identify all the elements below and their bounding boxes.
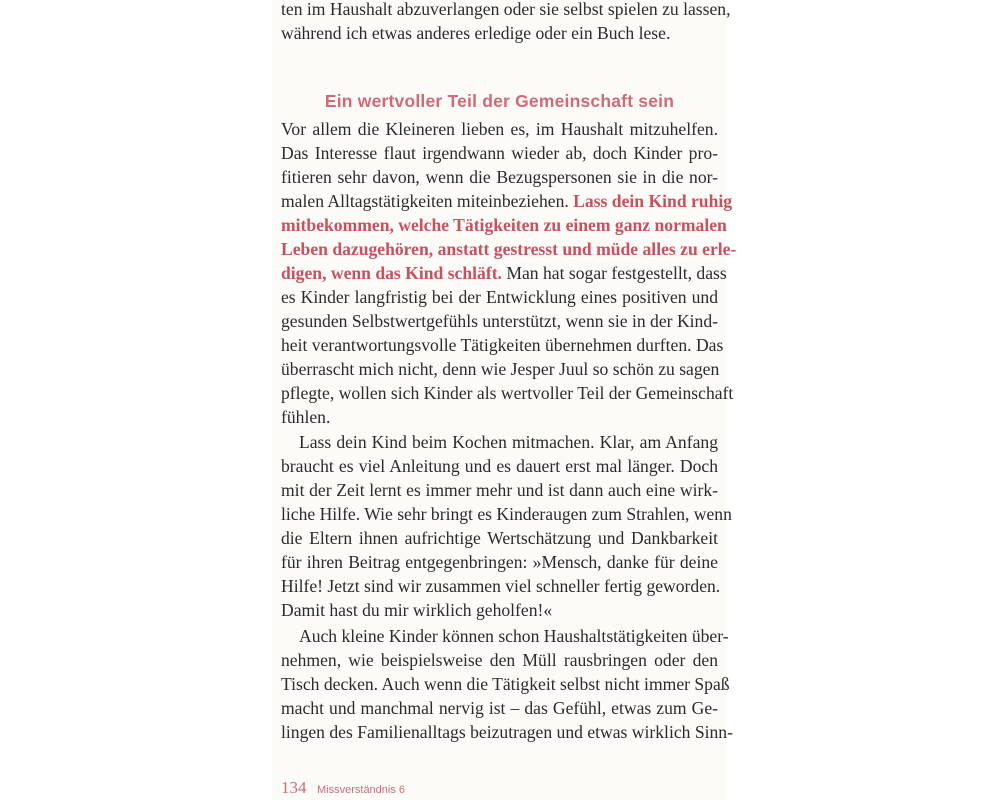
text-line: liche Hilfe. Wie sehr bringt es Kinderaugen zum Strahlen, wenn (281, 504, 732, 524)
section-heading: Ein wertvoller Teil der Gemeinschaft sein (324, 91, 675, 111)
highlighted-text-line: mitbekommen, welche Tätigkeiten zu einem ganz normalen (281, 215, 727, 235)
highlighted-text: digen, wenn das Kind schläft. (281, 263, 502, 283)
text-line: Lass dein Kind beim Kochen mitmachen. Klar, am Anfang (299, 432, 718, 452)
highlighted-text-line: Leben dazugehören, anstatt gestresst und müde alles zu erle- (281, 239, 737, 259)
text-line: für ihren Beitrag entgegenbringen: »Mensch, danke für deine (281, 552, 718, 572)
text-line: Tisch decken. Auch wenn die Tätigkeit selbst nicht immer Spaß (281, 674, 730, 694)
text-line: Auch kleine Kinder können schon Haushaltstätigkeiten über- (299, 626, 729, 646)
text-line: fühlen. (281, 407, 331, 427)
text-line: überrascht mich nicht, denn wie Jesper Juul so schön zu sagen (281, 359, 720, 379)
text-line (281, 261, 727, 285)
page-number: 134 (281, 778, 307, 797)
text-line: während ich etwas anderes erledige oder ein Buch lese. (281, 23, 671, 43)
text-span: Man hat sogar festgestellt, dass (501, 263, 727, 283)
text-line: macht und manchmal nervig ist – das Gefühl, etwas zum Ge- (281, 698, 718, 718)
text-line: ten im Haushalt abzuverlangen oder sie selbst spielen zu lassen, (281, 0, 731, 19)
text-line: heit verantwortungsvolle Tätigkeiten übernehmen durften. Das (281, 335, 724, 355)
text-line: nehmen, wie beispielsweise den Müll rausbringen oder den (281, 650, 718, 670)
chapter-label: Missverständnis 6 (317, 784, 406, 796)
text-line: Damit hast du mir wirklich geholfen!« (281, 600, 553, 620)
text-line: mit der Zeit lernt es immer mehr und ist dann auch eine wirk- (281, 480, 718, 500)
text-line: Hilfe! Jetzt sind wir zusammen viel schneller fertig geworden. (281, 576, 721, 596)
text-line: die Eltern ihnen aufrichtige Wertschätzung und Dankbarkeit (281, 528, 718, 548)
text-span: malen Alltagstätigkeiten miteinbeziehen. (281, 191, 574, 211)
text-line: lingen des Familienalltags beizutragen und etwas wirklich Sinn- (281, 722, 733, 742)
highlighted-text: Lass dein Kind ruhig (573, 191, 733, 211)
text-line (281, 189, 733, 213)
text-line: fitieren sehr davon, wenn die Bezugspersonen sie in die nor- (281, 167, 718, 187)
text-line: es Kinder langfristig bei der Entwicklung eines positiven und (281, 287, 718, 307)
text-line: pflegte, wollen sich Kinder als wertvoller Teil der Gemeinschaft (281, 383, 734, 403)
text-line: gesunden Selbstwertgefühls unterstützt, wenn sie in der Kind- (281, 311, 718, 331)
text-line: Das Interesse flaut irgendwann wieder ab, doch Kinder pro- (281, 143, 718, 163)
text-line: Vor allem die Kleineren lieben es, im Haushalt mitzuhelfen. (281, 119, 718, 139)
text-line: braucht es viel Anleitung und es dauert erst mal länger. Doch (281, 456, 718, 476)
